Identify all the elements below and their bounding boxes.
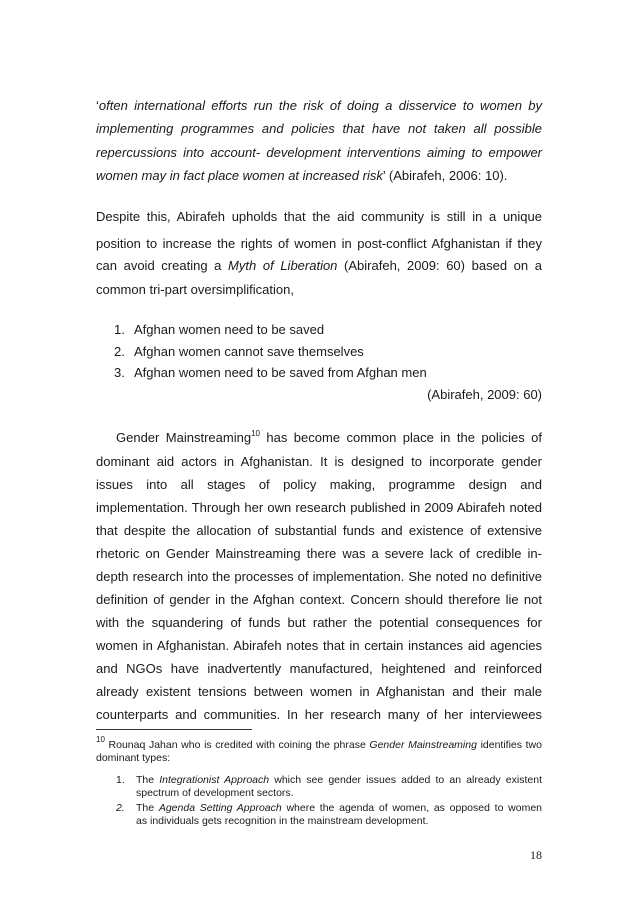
- paragraph-line: position to increase the rights of women in post-conflict Afghanistan if they: [96, 236, 542, 251]
- paragraph-line: and NGOs have inadvertently manufactured, heightened and reinforced: [96, 661, 542, 676]
- quote-line: repercussions into account- development interventions aiming to empower: [96, 145, 542, 160]
- paragraph-line: rhetoric on Gender Mainstreaming there was a severe lack of credible in-: [96, 546, 542, 561]
- footnote-ref: 10: [251, 429, 260, 438]
- page-number: 18: [530, 848, 542, 862]
- paragraph-line: can avoid creating a Myth of Liberation (Abirafeh, 2009: 60) based on a: [96, 258, 542, 273]
- paragraph-line: dominant aid actors in Afghanistan. It is designed to incorporate gender: [96, 454, 542, 469]
- footnote-item-number: 1.: [116, 774, 125, 786]
- paragraph-line: Gender Mainstreaming$^{10}$ has become common place in the policies of: [116, 429, 542, 445]
- paragraph-line: already existent tensions between women in Afghanistan and their male: [96, 684, 542, 699]
- list-item-number: 1.: [114, 322, 125, 337]
- paragraph-line: issues into all stages of policy making, programme design and: [96, 477, 542, 492]
- footnote-number: 10: [96, 735, 105, 744]
- list-item: Afghan women need to be saved from Afghan men: [134, 365, 427, 380]
- paragraph-line: depth research into the processes of implementation. She noted no definitive: [96, 569, 542, 584]
- footnote-item: The Agenda Setting Approach where the agenda of women, as opposed to women: [136, 802, 542, 814]
- footnote-line: dominant types:: [96, 752, 171, 764]
- paragraph-line: that despite the allocation of substantial funds and existence of extensive: [96, 523, 542, 538]
- list-item-number: 2.: [114, 344, 125, 359]
- list-item: Afghan women need to be saved: [134, 322, 325, 337]
- paragraph-line: women in Afghanistan. Abirafeh notes that in certain instances aid agencies: [96, 638, 542, 653]
- paragraph-line: implementation. Through her own research published in 2009 Abirafeh noted: [96, 500, 542, 515]
- paragraph-line: common tri-part oversimplification,: [96, 282, 294, 297]
- list-citation: (Abirafeh, 2009: 60): [427, 387, 542, 402]
- list-item: Afghan women cannot save themselves: [134, 344, 364, 359]
- quote-line: implementing programmes and policies that have not taken all possible: [96, 121, 542, 136]
- footnote-line: $^{10}$ Rounaq Jahan who is credited with coining the phrase Gender Mainstreaming identifies two: [96, 735, 542, 751]
- paragraph-line: with the squandering of funds but rather the potential consequences for: [96, 615, 542, 630]
- quote-line: ‘often international efforts run the risk of doing a disservice to women by: [96, 98, 542, 113]
- footnote-item-cont: spectrum of development sectors.: [136, 787, 294, 799]
- footnote-item: The Integrationist Approach which see gender issues added to an already existent: [136, 774, 542, 786]
- footnote-item-cont: as individuals gets recognition in the mainstream development.: [136, 815, 429, 827]
- paragraph-line: definition of gender in the Afghan context. Concern should therefore lie not: [96, 592, 542, 607]
- footnote-separator: [96, 729, 252, 730]
- paragraph-line: counterparts and communities. In her research many of her interviewees: [96, 707, 542, 722]
- list-item-number: 3.: [114, 365, 125, 380]
- quote-line: women may in fact place women at increased risk’ (Abirafeh, 2006: 10).: [96, 168, 508, 183]
- paragraph-line: Despite this, Abirafeh upholds that the aid community is still in a unique: [96, 209, 542, 224]
- footnote-item-number: 2.: [116, 802, 125, 814]
